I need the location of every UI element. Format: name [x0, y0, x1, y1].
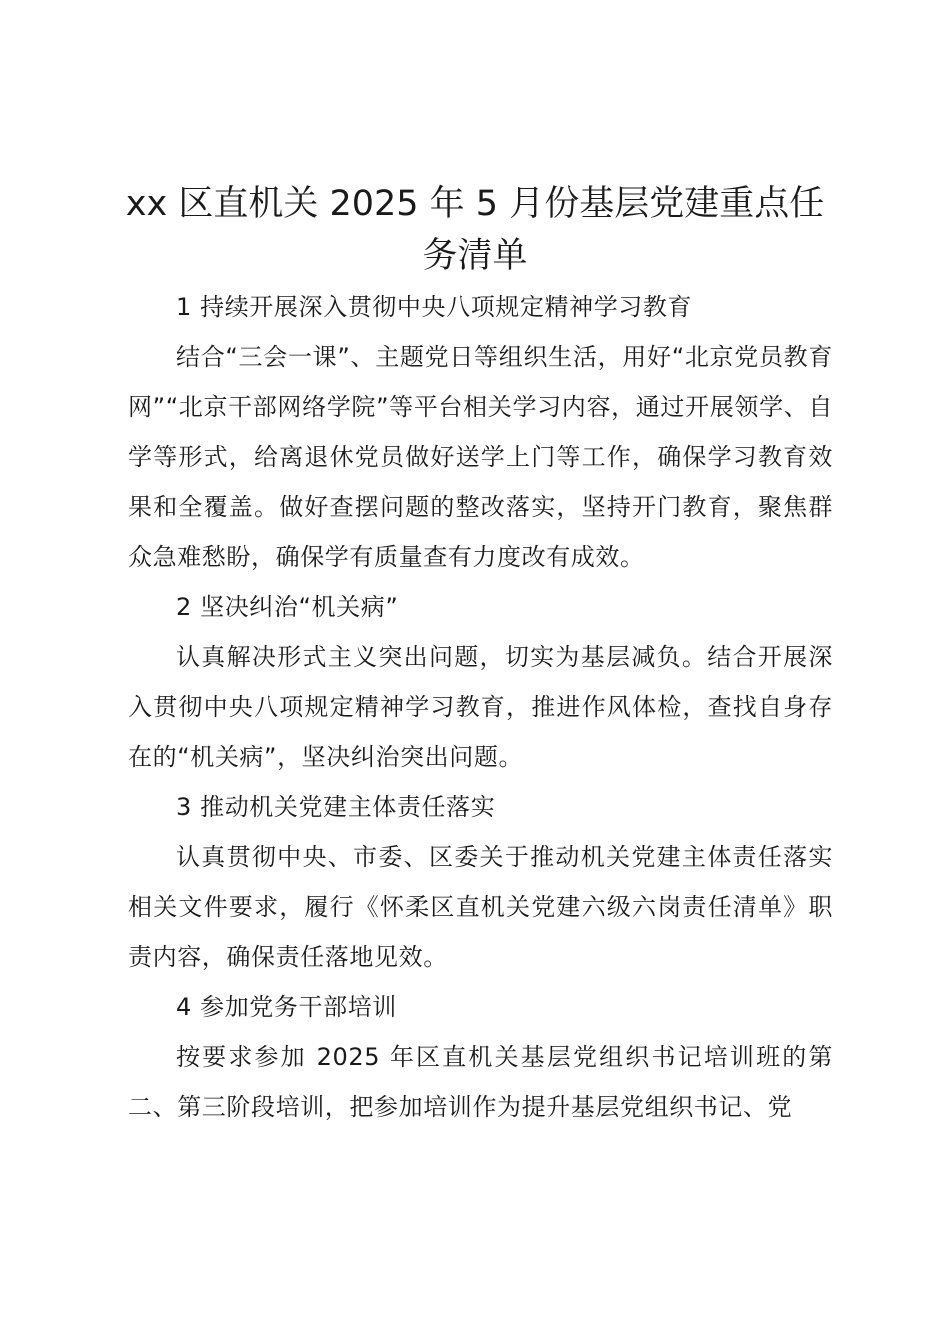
section-3-heading: 3 推动机关党建主体责任落实	[176, 793, 496, 821]
section-1-heading: 1 持续开展深入贯彻中央八项规定精神学习教育	[176, 293, 693, 321]
document-body	[128, 282, 833, 1132]
section-4-body: 按要求参加 2025 年区直机关基层党组织书记培训班的第二、第三阶段培训，把参加培训作为提升基层党组织书记、党	[128, 1043, 833, 1121]
section-2-heading: 2 坚决纠治“机关病”	[176, 593, 399, 621]
document-title: xx 区直机关 2025 年 5 月份基层党建重点任务清单	[125, 184, 825, 276]
section-4-heading: 4 参加党务干部培训	[176, 993, 397, 1021]
section-3-body: 认真贯彻中央、市委、区委关于推动机关党建主体责任落实相关文件要求，履行《怀柔区直机关党建六级六岗责任清单》职责内容，确保责任落地见效。	[128, 843, 833, 971]
section-2-body: 认真解决形式主义突出问题，切实为基层减负。结合开展深入贯彻中央八项规定精神学习教育，推进作风体检，查找自身存在的“机关病”，坚决纠治突出问题。	[128, 643, 833, 771]
section-1-body: 结合“三会一课”、主题党日等组织生活，用好“北京党员教育网”“北京干部网络学院”等平台相关学习内容，通过开展领学、自学等形式，给离退休党员做好送学上门等工作，确保学习教育效果和全覆盖。做好查摆问题的整改落实，坚持开门教育，聚焦群众急难愁盼，确保学有质量查有力度改有成效。	[128, 343, 833, 571]
